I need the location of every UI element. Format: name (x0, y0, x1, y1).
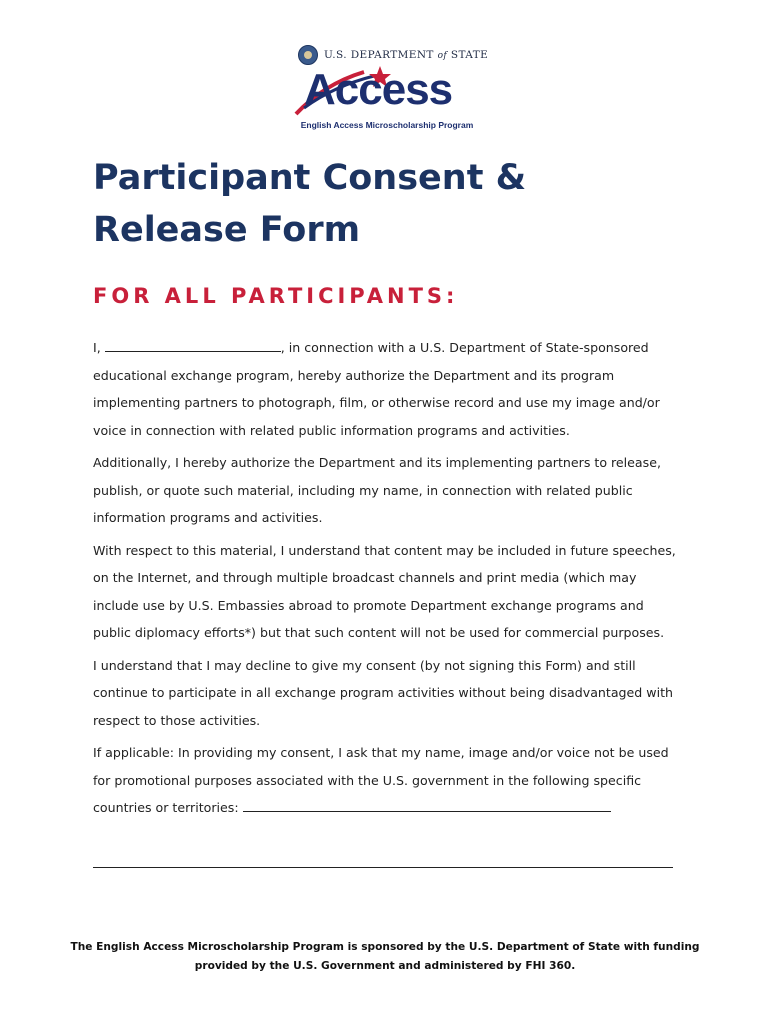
paragraph-authorization (93, 334, 678, 444)
paragraph-lead: I, (93, 340, 101, 355)
paragraph-decline: I understand that I may decline to give my consent (by not signing this Form) and still continue to participate in all exchange program activities without being disadvantaged with respect to those activities. (93, 657, 674, 728)
section-heading: FOR ALL PARTICIPANTS: (93, 284, 459, 308)
consent-body (93, 334, 678, 827)
paragraph-release: Additionally, I hereby authorize the Department and its implementing partners to release, publish, or quote such material, including my name, in connection with related public information programs and activities. (93, 455, 661, 525)
state-department-seal-icon (298, 45, 318, 65)
countries-blank-field[interactable] (243, 797, 611, 812)
department-name: U.S. DEPARTMENT of STATE (324, 49, 489, 61)
paragraph-exclusions (93, 739, 678, 822)
paragraph-text: If applicable: In providing my consent, I ask that my name, image and/or voice not be used for promotional purposes associated with the U.S. government in the following specific countries or territories: (93, 745, 669, 815)
access-wordmark: Access (304, 65, 453, 114)
name-blank-field[interactable] (105, 337, 281, 352)
footer-sponsor-note: The English Access Microscholarship Program is sponsored by the U.S. Department of State with funding provided by the U.S. Government and administered by FHI 360. (70, 941, 700, 972)
paragraph-content-use: With respect to this material, I understand that content may be included in future speeches, on the Internet, and through multiple broadcast channels and print media (which may include use by U.S. Embassies abroad to promote Department exchange programs and public diplomacy efforts*) but that such content will not be used for commercial purposes. (93, 542, 676, 640)
page-title: Participant Consent & Release Form (93, 158, 527, 250)
program-name: English Access Microscholarship Program (300, 120, 474, 130)
countries-blank-line[interactable] (93, 866, 673, 868)
access-logo (294, 64, 480, 130)
department-line (298, 45, 488, 65)
header-logo (0, 40, 770, 135)
paragraph-text: , in connection with a U.S. Department of State-sponsored educational exchange program, hereby authorize the Department and its program implementing partners to photograph, film, or otherwise record and use my image and/or voice in connection with related public information programs and activities. (93, 340, 660, 438)
